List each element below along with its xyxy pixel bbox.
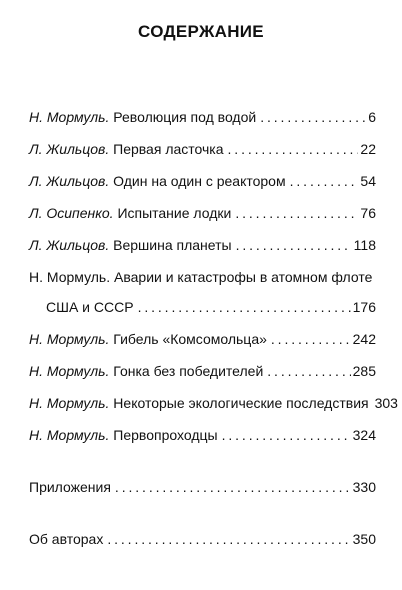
dot-leader (236, 236, 352, 254)
toc-entry-continuation (29, 298, 376, 330)
toc-entry (29, 330, 376, 362)
entry-page-number: 303 (374, 395, 398, 411)
entry-page-number: 350 (352, 531, 376, 547)
entry-page-number: 22 (360, 141, 376, 157)
entry-author: Н. Мормуль. (29, 331, 110, 347)
entry-author: Л. Жильцов. (29, 237, 110, 253)
toc-entry (29, 362, 376, 394)
page-title: СОДЕРЖАНИЕ (138, 22, 264, 41)
toc-entry-about-authors (29, 530, 376, 562)
dot-leader (271, 330, 351, 348)
dot-leader (228, 140, 359, 158)
dot-leader (138, 298, 351, 316)
entry-title: Первая ласточка (113, 141, 224, 157)
entry-author: Л. Жильцов. (29, 141, 110, 157)
toc-entry (29, 172, 376, 204)
section-gap (29, 510, 376, 530)
entry-author: Н. Мормуль. (29, 363, 110, 379)
dot-leader (107, 530, 350, 548)
toc-entry-first-line (29, 268, 376, 298)
entry-author: Н. Мормуль. (29, 109, 110, 125)
toc-entry (29, 140, 376, 172)
entry-page-number: 330 (352, 479, 376, 495)
entry-page-number: 285 (352, 363, 376, 379)
toc-entry (29, 394, 398, 426)
toc-entry (29, 426, 376, 458)
entry-title: Испытание лодки (117, 205, 232, 221)
dot-leader (115, 478, 351, 496)
entry-page-number: 54 (360, 173, 376, 189)
entry-author: Л. Жильцов. (29, 173, 110, 189)
entry-author: Н. Мормуль. (29, 269, 111, 285)
dot-leader (260, 108, 366, 126)
entry-title: Некоторые экологические последствия (113, 395, 369, 411)
entry-page-number: 242 (352, 331, 376, 347)
entry-author: Л. Осипенко. (29, 205, 114, 221)
toc-entry-appendix (29, 478, 376, 510)
toc-entry (29, 108, 376, 140)
entry-author: Н. Мормуль. (29, 395, 110, 411)
entry-title: Гибель «Комсомольца» (113, 331, 267, 347)
entry-page-number: 6 (368, 109, 376, 125)
dot-leader (267, 362, 350, 380)
entry-page-number: 324 (352, 427, 376, 443)
entry-page-number: 76 (360, 205, 376, 221)
toc-entry (29, 236, 376, 268)
dot-leader (222, 426, 351, 444)
entry-title: Первопроходцы (113, 427, 218, 443)
entry-title: Приложения (29, 479, 111, 495)
entry-page-number: 176 (352, 299, 376, 315)
entry-title: Революция под водой (113, 109, 257, 125)
entry-title: Аварии и катастрофы в атомном флоте (114, 269, 373, 285)
dot-leader (235, 204, 358, 222)
table-of-contents (29, 108, 398, 562)
dot-leader (290, 172, 359, 190)
section-gap (29, 458, 376, 478)
entry-title: Один на один с реактором (113, 173, 286, 189)
entry-title: Гонка без победителей (113, 363, 264, 379)
entry-title-continuation: США и СССР (46, 299, 134, 315)
toc-entry (29, 204, 376, 236)
entry-author: Н. Мормуль. (29, 427, 110, 443)
entry-page-number: 118 (353, 237, 376, 253)
entry-title: Об авторах (29, 531, 104, 547)
entry-title: Вершина планеты (113, 237, 232, 253)
